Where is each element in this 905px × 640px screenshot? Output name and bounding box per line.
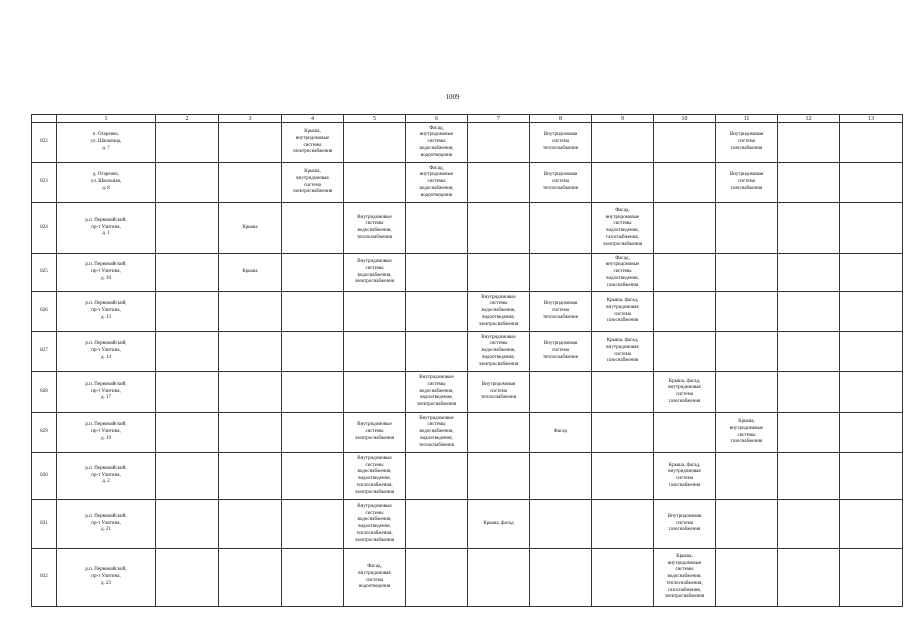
table-row <box>32 254 903 292</box>
table-cell <box>778 500 840 549</box>
address-cell: д. Огаренко, ул. Школьная, д. 8 <box>57 163 156 203</box>
column-header: 13 <box>840 115 903 123</box>
table-cell: Крыша <box>219 203 282 254</box>
table-cell <box>156 203 219 254</box>
table-cell <box>716 453 778 500</box>
table-cell: Крыша, фасад, внутридомовая система газоснабжения <box>592 292 654 332</box>
table-cell <box>156 163 219 203</box>
table-cell <box>344 292 406 332</box>
table-cell <box>716 549 778 607</box>
table-row <box>32 332 903 372</box>
table-cell <box>654 123 716 163</box>
table-cell <box>592 163 654 203</box>
table-cell <box>654 292 716 332</box>
table-cell: Крыша, внутридомовая система электроснабжения <box>282 163 344 203</box>
table-cell <box>219 123 282 163</box>
table-cell <box>716 292 778 332</box>
table-row <box>32 203 903 254</box>
table-cell <box>156 123 219 163</box>
table-cell: Крыша, внутридомовые системы электроснабжения <box>282 123 344 163</box>
row-number-cell: 829 <box>32 413 57 453</box>
table-cell <box>840 500 903 549</box>
table-cell: Внутридомовая система теплоснабжения <box>530 332 592 372</box>
table-cell <box>468 254 530 292</box>
table-cell <box>716 203 778 254</box>
table-cell <box>219 453 282 500</box>
table-cell <box>282 254 344 292</box>
table-cell <box>778 163 840 203</box>
table-cell <box>468 203 530 254</box>
table-cell: Внутридомовые системы водоснабжения, теплоснабжения <box>344 203 406 254</box>
table-row <box>32 413 903 453</box>
table-row <box>32 500 903 549</box>
table-cell <box>778 413 840 453</box>
table-cell <box>778 203 840 254</box>
table-cell <box>530 372 592 413</box>
table-cell <box>654 413 716 453</box>
table-cell <box>530 453 592 500</box>
row-number-cell: 831 <box>32 500 57 549</box>
column-header: 10 <box>654 115 716 123</box>
table-cell <box>654 163 716 203</box>
row-number-cell: 828 <box>32 372 57 413</box>
table-cell <box>282 500 344 549</box>
table-cell <box>156 332 219 372</box>
table-cell <box>716 254 778 292</box>
table-cell <box>468 453 530 500</box>
table-cell: Фасад, внутридомовые системы водоснабжения, водоотведения <box>406 123 468 163</box>
page-number: 1009 <box>445 93 460 101</box>
address-cell: р.п. Первомайский, пр-т Улитина, д. 21 <box>57 500 156 549</box>
table-row <box>32 163 903 203</box>
table-cell: Фасад <box>530 413 592 453</box>
table-cell <box>778 332 840 372</box>
table-cell: Внутридомовые системы водоснабжения, водоотведения, электроснабжения <box>468 332 530 372</box>
table-cell <box>530 500 592 549</box>
column-header: 11 <box>716 115 778 123</box>
column-header: 4 <box>282 115 344 123</box>
address-cell: п. Огаренко, ул. Шаоконца, д. 7 <box>57 123 156 163</box>
table-cell <box>219 372 282 413</box>
table-cell <box>156 500 219 549</box>
table-cell <box>840 549 903 607</box>
column-header: 8 <box>530 115 592 123</box>
table-cell <box>530 203 592 254</box>
table-cell <box>282 549 344 607</box>
table-cell <box>840 453 903 500</box>
table-cell <box>654 254 716 292</box>
table-cell <box>156 453 219 500</box>
table-cell <box>840 292 903 332</box>
table-cell <box>156 413 219 453</box>
table-cell <box>406 203 468 254</box>
column-header <box>32 115 57 123</box>
table-cell: Внутридомовая система газоснабжения <box>654 500 716 549</box>
table-cell <box>654 203 716 254</box>
table-cell <box>344 123 406 163</box>
table-cell <box>156 254 219 292</box>
table-cell <box>654 332 716 372</box>
table-cell <box>156 292 219 332</box>
address-cell: р.п. Первомайский, пр-т Улитина, д. 13 <box>57 292 156 332</box>
table-row <box>32 549 903 607</box>
table-cell: Внутридомовые системы водоснабжения, водоотведения, теплоснабжения, электроснабжения <box>344 500 406 549</box>
table-cell <box>156 549 219 607</box>
row-number-cell: 827 <box>32 332 57 372</box>
table-cell: Фасад, внутридомовые системы водоотведения, газоснабжения, электроснабжения <box>592 203 654 254</box>
row-number-cell: 832 <box>32 549 57 607</box>
address-cell: р.п. Первомайский, пр-т Улитина, д. 17 <box>57 372 156 413</box>
table-cell: Крыша, внутридомовые системы водоснабжения, теплоснабжения, газоснабжения, электроснабжения <box>654 549 716 607</box>
table-cell <box>468 123 530 163</box>
table-cell <box>716 332 778 372</box>
table-row <box>32 372 903 413</box>
header-row <box>32 115 903 123</box>
column-header: 1 <box>57 115 156 123</box>
table-cell: Внутридомовые системы водоснабжения, электроснабжения <box>344 254 406 292</box>
table-cell <box>840 123 903 163</box>
column-header: 6 <box>406 115 468 123</box>
table-cell: Внутридомовая система теплоснабжения <box>530 123 592 163</box>
table-cell <box>592 500 654 549</box>
table-cell <box>282 453 344 500</box>
table-cell <box>840 163 903 203</box>
column-header: 5 <box>344 115 406 123</box>
column-header: 12 <box>778 115 840 123</box>
column-header: 9 <box>592 115 654 123</box>
table-cell <box>592 123 654 163</box>
table-cell: Внутридомовая система теплоснабжения <box>468 372 530 413</box>
row-number-cell: 830 <box>32 453 57 500</box>
table-cell <box>778 372 840 413</box>
table-cell <box>282 413 344 453</box>
table-cell: Крыша, фасад, внутридомовая система газоснабжения <box>592 332 654 372</box>
table-cell <box>530 254 592 292</box>
table-cell: Крыша, фасад <box>468 500 530 549</box>
table-cell: Внутридомовые системы электроснабжения <box>344 413 406 453</box>
table-row <box>32 123 903 163</box>
address-cell: р.п. Первомайский, пр-т Улитина, д. 14 <box>57 332 156 372</box>
table-cell <box>592 413 654 453</box>
table-cell: Внутридомовая система газоснабжения <box>716 123 778 163</box>
table-cell <box>778 453 840 500</box>
table-cell <box>778 254 840 292</box>
table-cell: Крыша <box>219 254 282 292</box>
table-cell <box>344 372 406 413</box>
table-cell <box>716 500 778 549</box>
table-cell: Внутридомовая система теплоснабжения <box>530 163 592 203</box>
table-row <box>32 453 903 500</box>
table-cell: Фасад, внутридомовые системы водоотведения, газоснабжения <box>592 254 654 292</box>
table-cell <box>156 372 219 413</box>
table-cell <box>219 413 282 453</box>
table-cell <box>778 292 840 332</box>
table-cell <box>468 549 530 607</box>
table-cell: Внутридомовая система теплоснабжения <box>530 292 592 332</box>
row-number-cell: 826 <box>32 292 57 332</box>
table-cell <box>219 292 282 332</box>
table-cell: Крыша, фасад, внутридомовая система газоснабжения <box>654 453 716 500</box>
row-number-cell: 823 <box>32 163 57 203</box>
row-number-cell: 825 <box>32 254 57 292</box>
table-cell <box>592 549 654 607</box>
data-table <box>31 114 903 607</box>
address-cell: р.п. Первомайский, пр-т Улитина, д. 23 <box>57 549 156 607</box>
address-cell: р.п. Первомайский, пр-т Улитина, д. 2 <box>57 453 156 500</box>
table-cell <box>716 372 778 413</box>
table-cell <box>406 453 468 500</box>
table-cell <box>778 123 840 163</box>
table-cell <box>840 372 903 413</box>
table-cell <box>840 203 903 254</box>
table-cell <box>406 254 468 292</box>
table-cell <box>778 549 840 607</box>
column-header: 3 <box>219 115 282 123</box>
table-cell <box>406 332 468 372</box>
table-cell <box>592 372 654 413</box>
column-header: 2 <box>156 115 219 123</box>
table-cell: Фасад, внутридомовые системы водоснабжения, водоотведения <box>406 163 468 203</box>
table-cell <box>282 203 344 254</box>
table-cell <box>282 332 344 372</box>
table-cell <box>344 163 406 203</box>
table-cell <box>219 549 282 607</box>
table-cell <box>219 332 282 372</box>
row-number-cell: 822 <box>32 123 57 163</box>
table-cell: Внутридомовые системы водоснабжения, водоотведения, электроснабжения <box>468 292 530 332</box>
table-cell <box>406 292 468 332</box>
column-header: 7 <box>468 115 530 123</box>
table-cell <box>840 254 903 292</box>
address-cell: р.п. Первомайский, пр-т Улитина, д. 10 <box>57 254 156 292</box>
table-cell: Внутридомовые системы водоснабжения, водоотведения, теплоснабжения, электроснабжения <box>344 453 406 500</box>
table-cell: Фасад, внутридомовая система водоотведения <box>344 549 406 607</box>
table-cell: Внутридомовые системы водоснабжения, водоотведения, электроснабжения <box>406 372 468 413</box>
table-cell <box>219 500 282 549</box>
table-cell: Внутридомовая система газоснабжения <box>716 163 778 203</box>
table-row <box>32 292 903 332</box>
table-cell <box>282 372 344 413</box>
table-cell: Крыша, фасад, внутридомовая система газоснабжения <box>654 372 716 413</box>
table-cell <box>840 413 903 453</box>
table-cell <box>406 549 468 607</box>
table-cell <box>219 163 282 203</box>
address-cell: р.п. Первомайский, пр-т Улитина, д. 1 <box>57 203 156 254</box>
table-cell: Внутридомовые системы водоснабжения, водоотведения, теплоснабжения <box>406 413 468 453</box>
table-cell <box>344 332 406 372</box>
table-cell <box>840 332 903 372</box>
table-cell <box>468 413 530 453</box>
table-cell: Крыша, внутридомовые системы газоснабжения <box>716 413 778 453</box>
address-cell: р.п. Первомайский, пр-т Улитина, д. 19 <box>57 413 156 453</box>
table-cell <box>468 163 530 203</box>
table-cell <box>282 292 344 332</box>
row-number-cell: 824 <box>32 203 57 254</box>
table-cell <box>406 500 468 549</box>
table-cell <box>530 549 592 607</box>
table-cell <box>592 453 654 500</box>
